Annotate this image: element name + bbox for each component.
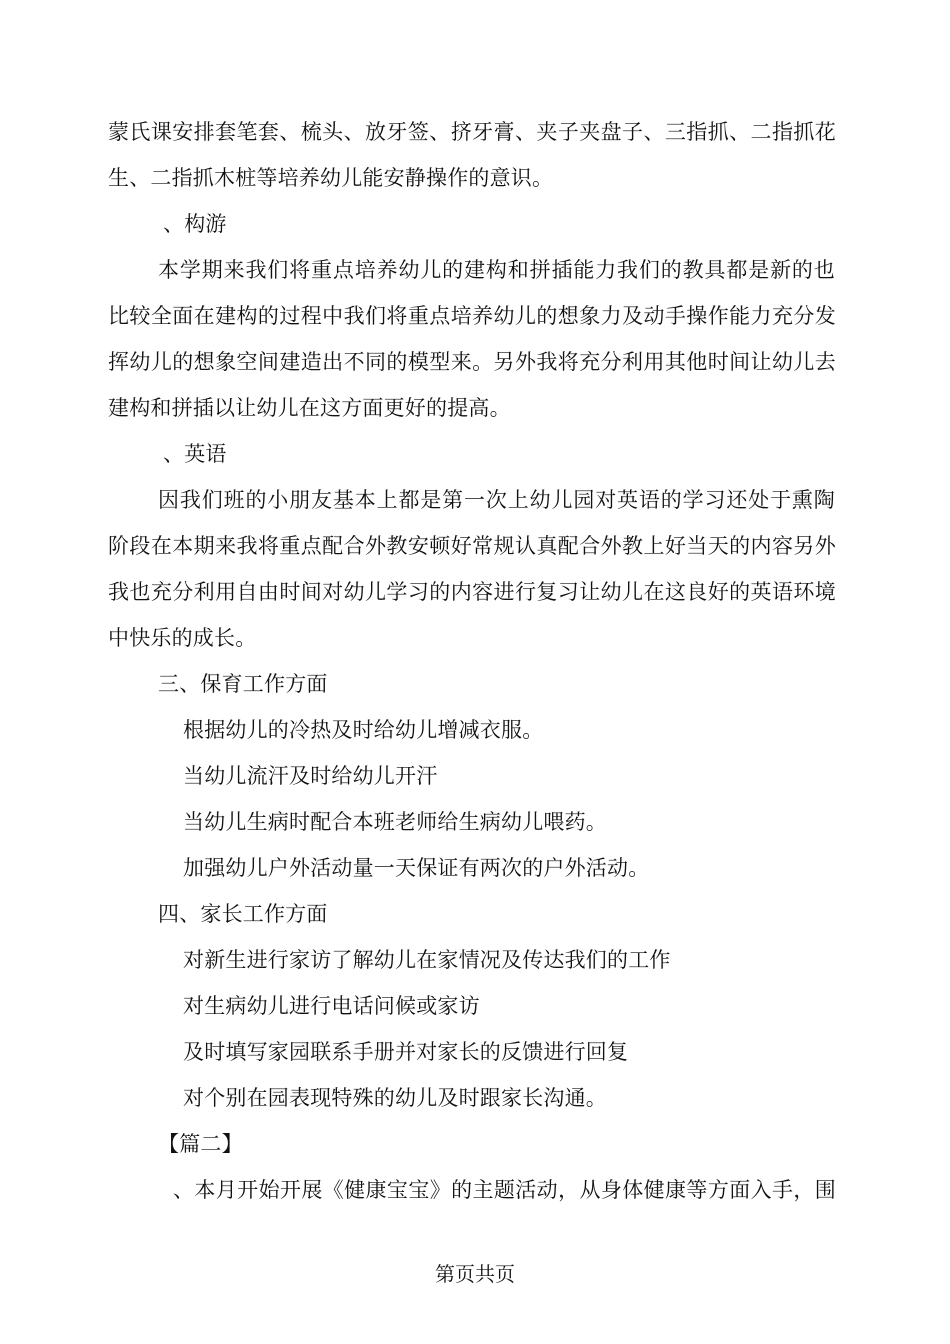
body-line-4: 本学期来我们将重点培养幼儿的建构和拼插能力我们的教具都是新的也 bbox=[158, 258, 835, 282]
parent-item-4: 对个别在园表现特殊的幼儿及时跟家长沟通。 bbox=[183, 1086, 607, 1110]
body-line-1: 蒙氏课安排套笔套、梳头、放牙签、挤牙膏、夹子夹盘子、三指抓、二指抓花 bbox=[108, 120, 836, 144]
body-line-2: 生、二指抓木桩等培养幼儿能安静操作的意识。 bbox=[108, 166, 554, 190]
care-item-3: 当幼儿生病时配合本班老师给生病幼儿喂药。 bbox=[183, 810, 607, 834]
page-footer: 第页共页 bbox=[435, 1262, 515, 1286]
body-line-12: 中快乐的成长。 bbox=[108, 626, 257, 650]
body-line-7: 建构和拼插以让幼儿在这方面更好的提高。 bbox=[108, 396, 511, 420]
body-line-11: 我也充分利用自由时间对幼儿学习的内容进行复习让幼儿在这良好的英语环境 bbox=[108, 580, 836, 604]
parent-item-1: 对新生进行家访了解幼儿在家情况及传达我们的工作 bbox=[183, 948, 671, 972]
section-heading-care: 三、保育工作方面 bbox=[158, 672, 328, 696]
section-heading-english: 、英语 bbox=[163, 442, 227, 466]
body-line-9: 因我们班的小朋友基本上都是第一次上幼儿园对英语的学习还处于熏陶 bbox=[158, 488, 835, 512]
parent-item-2: 对生病幼儿进行电话问候或家访 bbox=[183, 994, 480, 1018]
parent-item-3: 及时填写家园联系手册并对家长的反馈进行回复 bbox=[183, 1040, 629, 1064]
body-line-5: 比较全面在建构的过程中我们将重点培养幼儿的想象力及动手操作能力充分发 bbox=[108, 304, 836, 328]
section-heading-construction: 、构游 bbox=[163, 212, 227, 236]
care-item-2: 当幼儿流汗及时给幼儿开汗 bbox=[183, 764, 438, 788]
section-heading-parents: 四、家长工作方面 bbox=[158, 902, 328, 926]
part-two-heading: 【篇二】 bbox=[158, 1132, 243, 1156]
body-line-24: 、本月开始开展《健康宝宝》的主题活动，从身体健康等方面入手，围 bbox=[173, 1178, 836, 1202]
care-item-1: 根据幼儿的冷热及时给幼儿增减衣服。 bbox=[183, 718, 544, 742]
care-item-4: 加强幼儿户外活动量一天保证有两次的户外活动。 bbox=[183, 856, 650, 880]
body-line-6: 挥幼儿的想象空间建造出不同的模型来。另外我将充分利用其他时间让幼儿去 bbox=[108, 350, 836, 374]
body-line-10: 阶段在本期来我将重点配合外教安顿好常规认真配合外教上好当天的内容另外 bbox=[108, 534, 836, 558]
